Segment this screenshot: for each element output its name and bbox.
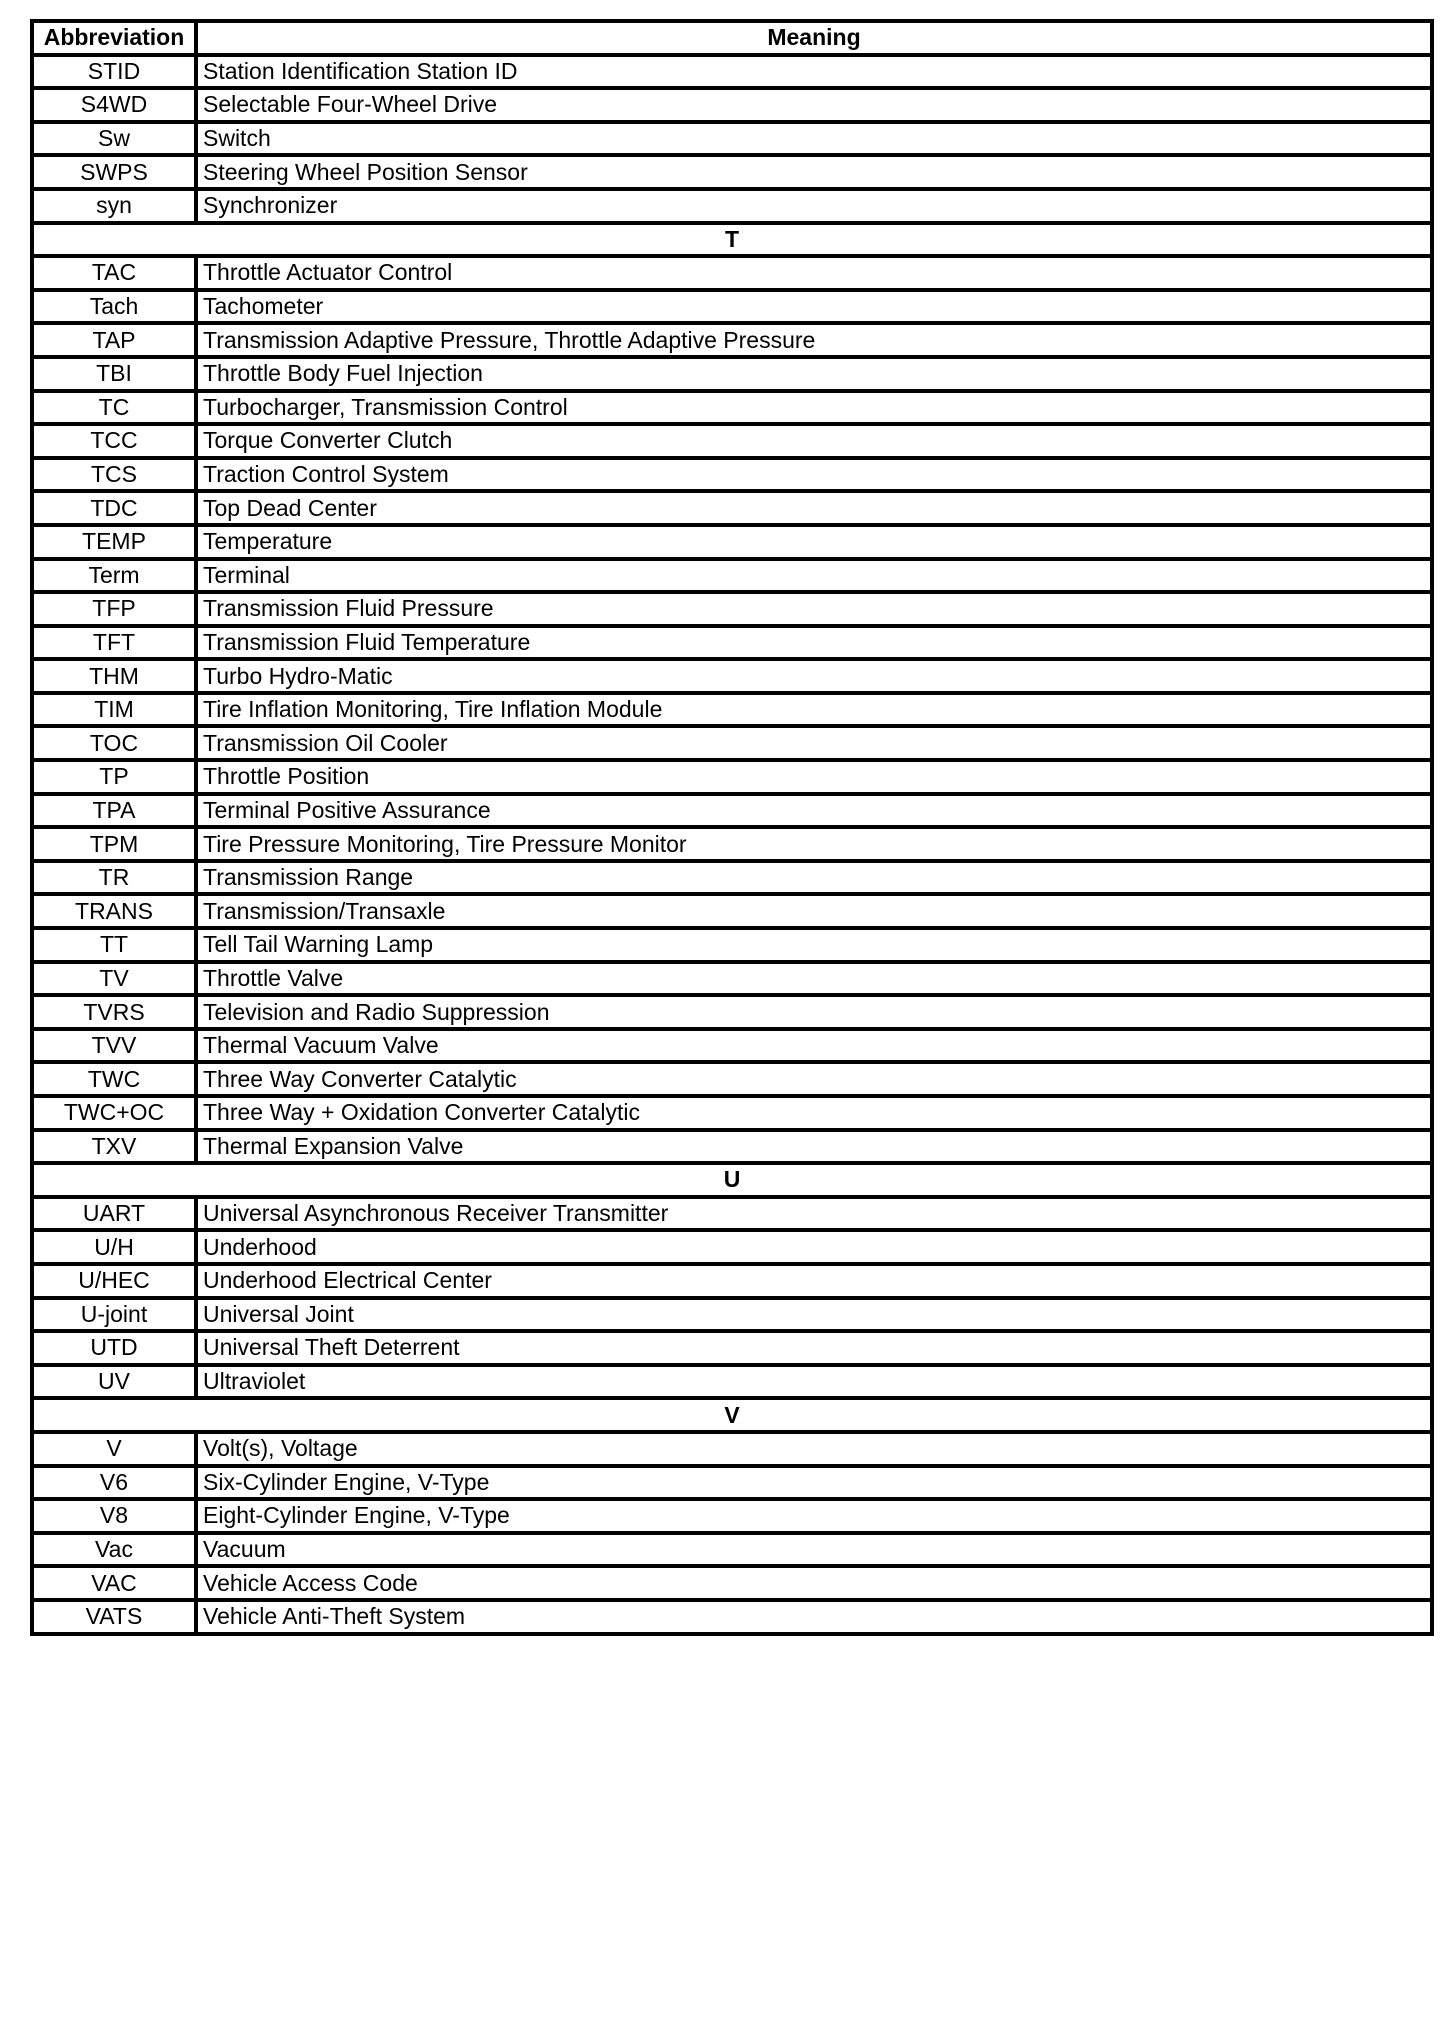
meaning-cell: Tire Inflation Monitoring, Tire Inflation Module: [196, 693, 1432, 727]
meaning-cell: Turbocharger, Transmission Control: [196, 391, 1432, 425]
section-header-row: [32, 1398, 1432, 1432]
header-meaning: Meaning: [196, 21, 1432, 55]
table-row: [32, 1029, 1432, 1063]
table-row: [32, 861, 1432, 895]
meaning-cell: Universal Asynchronous Receiver Transmitter: [196, 1197, 1432, 1231]
meaning-cell: Switch: [196, 122, 1432, 156]
meaning-cell: Underhood: [196, 1230, 1432, 1264]
table-row: [32, 1432, 1432, 1466]
meaning-cell: Thermal Expansion Valve: [196, 1130, 1432, 1164]
abbreviation-cell: VAC: [32, 1566, 196, 1600]
header-abbreviation: Abbreviation: [32, 21, 196, 55]
abbreviation-cell: TAC: [32, 256, 196, 290]
table-row: [32, 1365, 1432, 1399]
meaning-cell: Universal Theft Deterrent: [196, 1331, 1432, 1365]
abbreviation-cell: U/HEC: [32, 1264, 196, 1298]
abbreviation-cell: TC: [32, 391, 196, 425]
table-row: [32, 122, 1432, 156]
table-header-row: [32, 21, 1432, 55]
table-row: [32, 1230, 1432, 1264]
abbreviation-sheet: [30, 19, 1430, 1636]
table-row: [32, 827, 1432, 861]
meaning-cell: Torque Converter Clutch: [196, 424, 1432, 458]
section-letter: T: [32, 223, 1432, 257]
meaning-cell: Selectable Four-Wheel Drive: [196, 88, 1432, 122]
meaning-cell: Top Dead Center: [196, 491, 1432, 525]
table-row: [32, 928, 1432, 962]
table-row: [32, 559, 1432, 593]
meaning-cell: Synchronizer: [196, 189, 1432, 223]
table-row: [32, 894, 1432, 928]
abbreviation-cell: U/H: [32, 1230, 196, 1264]
section-letter: V: [32, 1398, 1432, 1432]
abbreviation-cell: TAP: [32, 323, 196, 357]
abbreviation-cell: TRANS: [32, 894, 196, 928]
meaning-cell: Eight-Cylinder Engine, V-Type: [196, 1499, 1432, 1533]
table-row: [32, 1566, 1432, 1600]
abbreviation-cell: Term: [32, 559, 196, 593]
meaning-cell: Terminal Positive Assurance: [196, 794, 1432, 828]
meaning-cell: Terminal: [196, 559, 1432, 593]
abbreviation-cell: TEMP: [32, 525, 196, 559]
meaning-cell: Vacuum: [196, 1533, 1432, 1567]
meaning-cell: Volt(s), Voltage: [196, 1432, 1432, 1466]
meaning-cell: Ultraviolet: [196, 1365, 1432, 1399]
table-row: [32, 88, 1432, 122]
abbreviation-cell: TFT: [32, 626, 196, 660]
meaning-cell: Turbo Hydro-Matic: [196, 659, 1432, 693]
table-row: [32, 1130, 1432, 1164]
abbreviation-cell: TVRS: [32, 995, 196, 1029]
table-row: [32, 726, 1432, 760]
meaning-cell: Tire Pressure Monitoring, Tire Pressure Monitor: [196, 827, 1432, 861]
table-row: [32, 760, 1432, 794]
meaning-cell: Tell Tail Warning Lamp: [196, 928, 1432, 962]
table-row: [32, 693, 1432, 727]
meaning-cell: Six-Cylinder Engine, V-Type: [196, 1466, 1432, 1500]
meaning-cell: Underhood Electrical Center: [196, 1264, 1432, 1298]
abbreviation-cell: TIM: [32, 693, 196, 727]
table-row: [32, 1600, 1432, 1634]
table-row: [32, 794, 1432, 828]
table-body: [32, 55, 1432, 1634]
table-row: [32, 323, 1432, 357]
table-row: [32, 424, 1432, 458]
abbreviation-cell: UV: [32, 1365, 196, 1399]
table-row: [32, 592, 1432, 626]
meaning-cell: Vehicle Access Code: [196, 1566, 1432, 1600]
meaning-cell: Traction Control System: [196, 458, 1432, 492]
abbreviation-cell: TVV: [32, 1029, 196, 1063]
abbreviation-cell: TXV: [32, 1130, 196, 1164]
abbreviation-cell: THM: [32, 659, 196, 693]
abbreviation-cell: SWPS: [32, 155, 196, 189]
meaning-cell: Steering Wheel Position Sensor: [196, 155, 1432, 189]
table-row: [32, 962, 1432, 996]
abbreviation-cell: TBI: [32, 357, 196, 391]
meaning-cell: Throttle Actuator Control: [196, 256, 1432, 290]
table-row: [32, 391, 1432, 425]
abbreviation-cell: TWC+OC: [32, 1096, 196, 1130]
table-row: [32, 1264, 1432, 1298]
abbreviation-cell: TT: [32, 928, 196, 962]
abbreviation-cell: VATS: [32, 1600, 196, 1634]
meaning-cell: Station Identification Station ID: [196, 55, 1432, 89]
section-header-row: [32, 1163, 1432, 1197]
table-row: [32, 1096, 1432, 1130]
abbreviation-cell: TV: [32, 962, 196, 996]
abbreviation-cell: TPA: [32, 794, 196, 828]
abbreviation-cell: syn: [32, 189, 196, 223]
abbreviation-cell: V: [32, 1432, 196, 1466]
table-row: [32, 1533, 1432, 1567]
abbreviation-cell: TCC: [32, 424, 196, 458]
abbreviation-cell: TP: [32, 760, 196, 794]
table-row: [32, 458, 1432, 492]
table-row: [32, 357, 1432, 391]
table-row: [32, 155, 1432, 189]
table-row: [32, 1499, 1432, 1533]
abbreviation-cell: Tach: [32, 290, 196, 324]
meaning-cell: Throttle Position: [196, 760, 1432, 794]
table-row: [32, 525, 1432, 559]
abbreviation-cell: S4WD: [32, 88, 196, 122]
table-row: [32, 55, 1432, 89]
abbreviation-cell: TPM: [32, 827, 196, 861]
abbreviation-cell: V8: [32, 1499, 196, 1533]
abbreviation-cell: TCS: [32, 458, 196, 492]
table-row: [32, 1331, 1432, 1365]
meaning-cell: Universal Joint: [196, 1298, 1432, 1332]
table-row: [32, 1466, 1432, 1500]
meaning-cell: Television and Radio Suppression: [196, 995, 1432, 1029]
section-header-row: [32, 223, 1432, 257]
meaning-cell: Throttle Valve: [196, 962, 1432, 996]
meaning-cell: Tachometer: [196, 290, 1432, 324]
table-row: [32, 491, 1432, 525]
abbreviation-cell: TR: [32, 861, 196, 895]
table-row: [32, 256, 1432, 290]
meaning-cell: Transmission Adaptive Pressure, Throttle Adaptive Pressure: [196, 323, 1432, 357]
abbreviation-cell: STID: [32, 55, 196, 89]
abbreviation-cell: V6: [32, 1466, 196, 1500]
table-row: [32, 1197, 1432, 1231]
meaning-cell: Transmission/Transaxle: [196, 894, 1432, 928]
abbreviation-table: [30, 19, 1434, 1636]
abbreviation-cell: Sw: [32, 122, 196, 156]
table-row: [32, 1062, 1432, 1096]
meaning-cell: Thermal Vacuum Valve: [196, 1029, 1432, 1063]
meaning-cell: Three Way Converter Catalytic: [196, 1062, 1432, 1096]
table-row: [32, 189, 1432, 223]
table-row: [32, 626, 1432, 660]
table-row: [32, 659, 1432, 693]
table-row: [32, 290, 1432, 324]
section-letter: U: [32, 1163, 1432, 1197]
abbreviation-cell: Vac: [32, 1533, 196, 1567]
abbreviation-cell: UART: [32, 1197, 196, 1231]
abbreviation-cell: TOC: [32, 726, 196, 760]
abbreviation-cell: TWC: [32, 1062, 196, 1096]
meaning-cell: Transmission Range: [196, 861, 1432, 895]
meaning-cell: Transmission Fluid Pressure: [196, 592, 1432, 626]
meaning-cell: Temperature: [196, 525, 1432, 559]
meaning-cell: Throttle Body Fuel Injection: [196, 357, 1432, 391]
meaning-cell: Transmission Fluid Temperature: [196, 626, 1432, 660]
meaning-cell: Transmission Oil Cooler: [196, 726, 1432, 760]
abbreviation-cell: TFP: [32, 592, 196, 626]
meaning-cell: Three Way + Oxidation Converter Catalytic: [196, 1096, 1432, 1130]
abbreviation-cell: TDC: [32, 491, 196, 525]
table-row: [32, 995, 1432, 1029]
table-row: [32, 1298, 1432, 1332]
abbreviation-cell: UTD: [32, 1331, 196, 1365]
meaning-cell: Vehicle Anti-Theft System: [196, 1600, 1432, 1634]
abbreviation-cell: U-joint: [32, 1298, 196, 1332]
